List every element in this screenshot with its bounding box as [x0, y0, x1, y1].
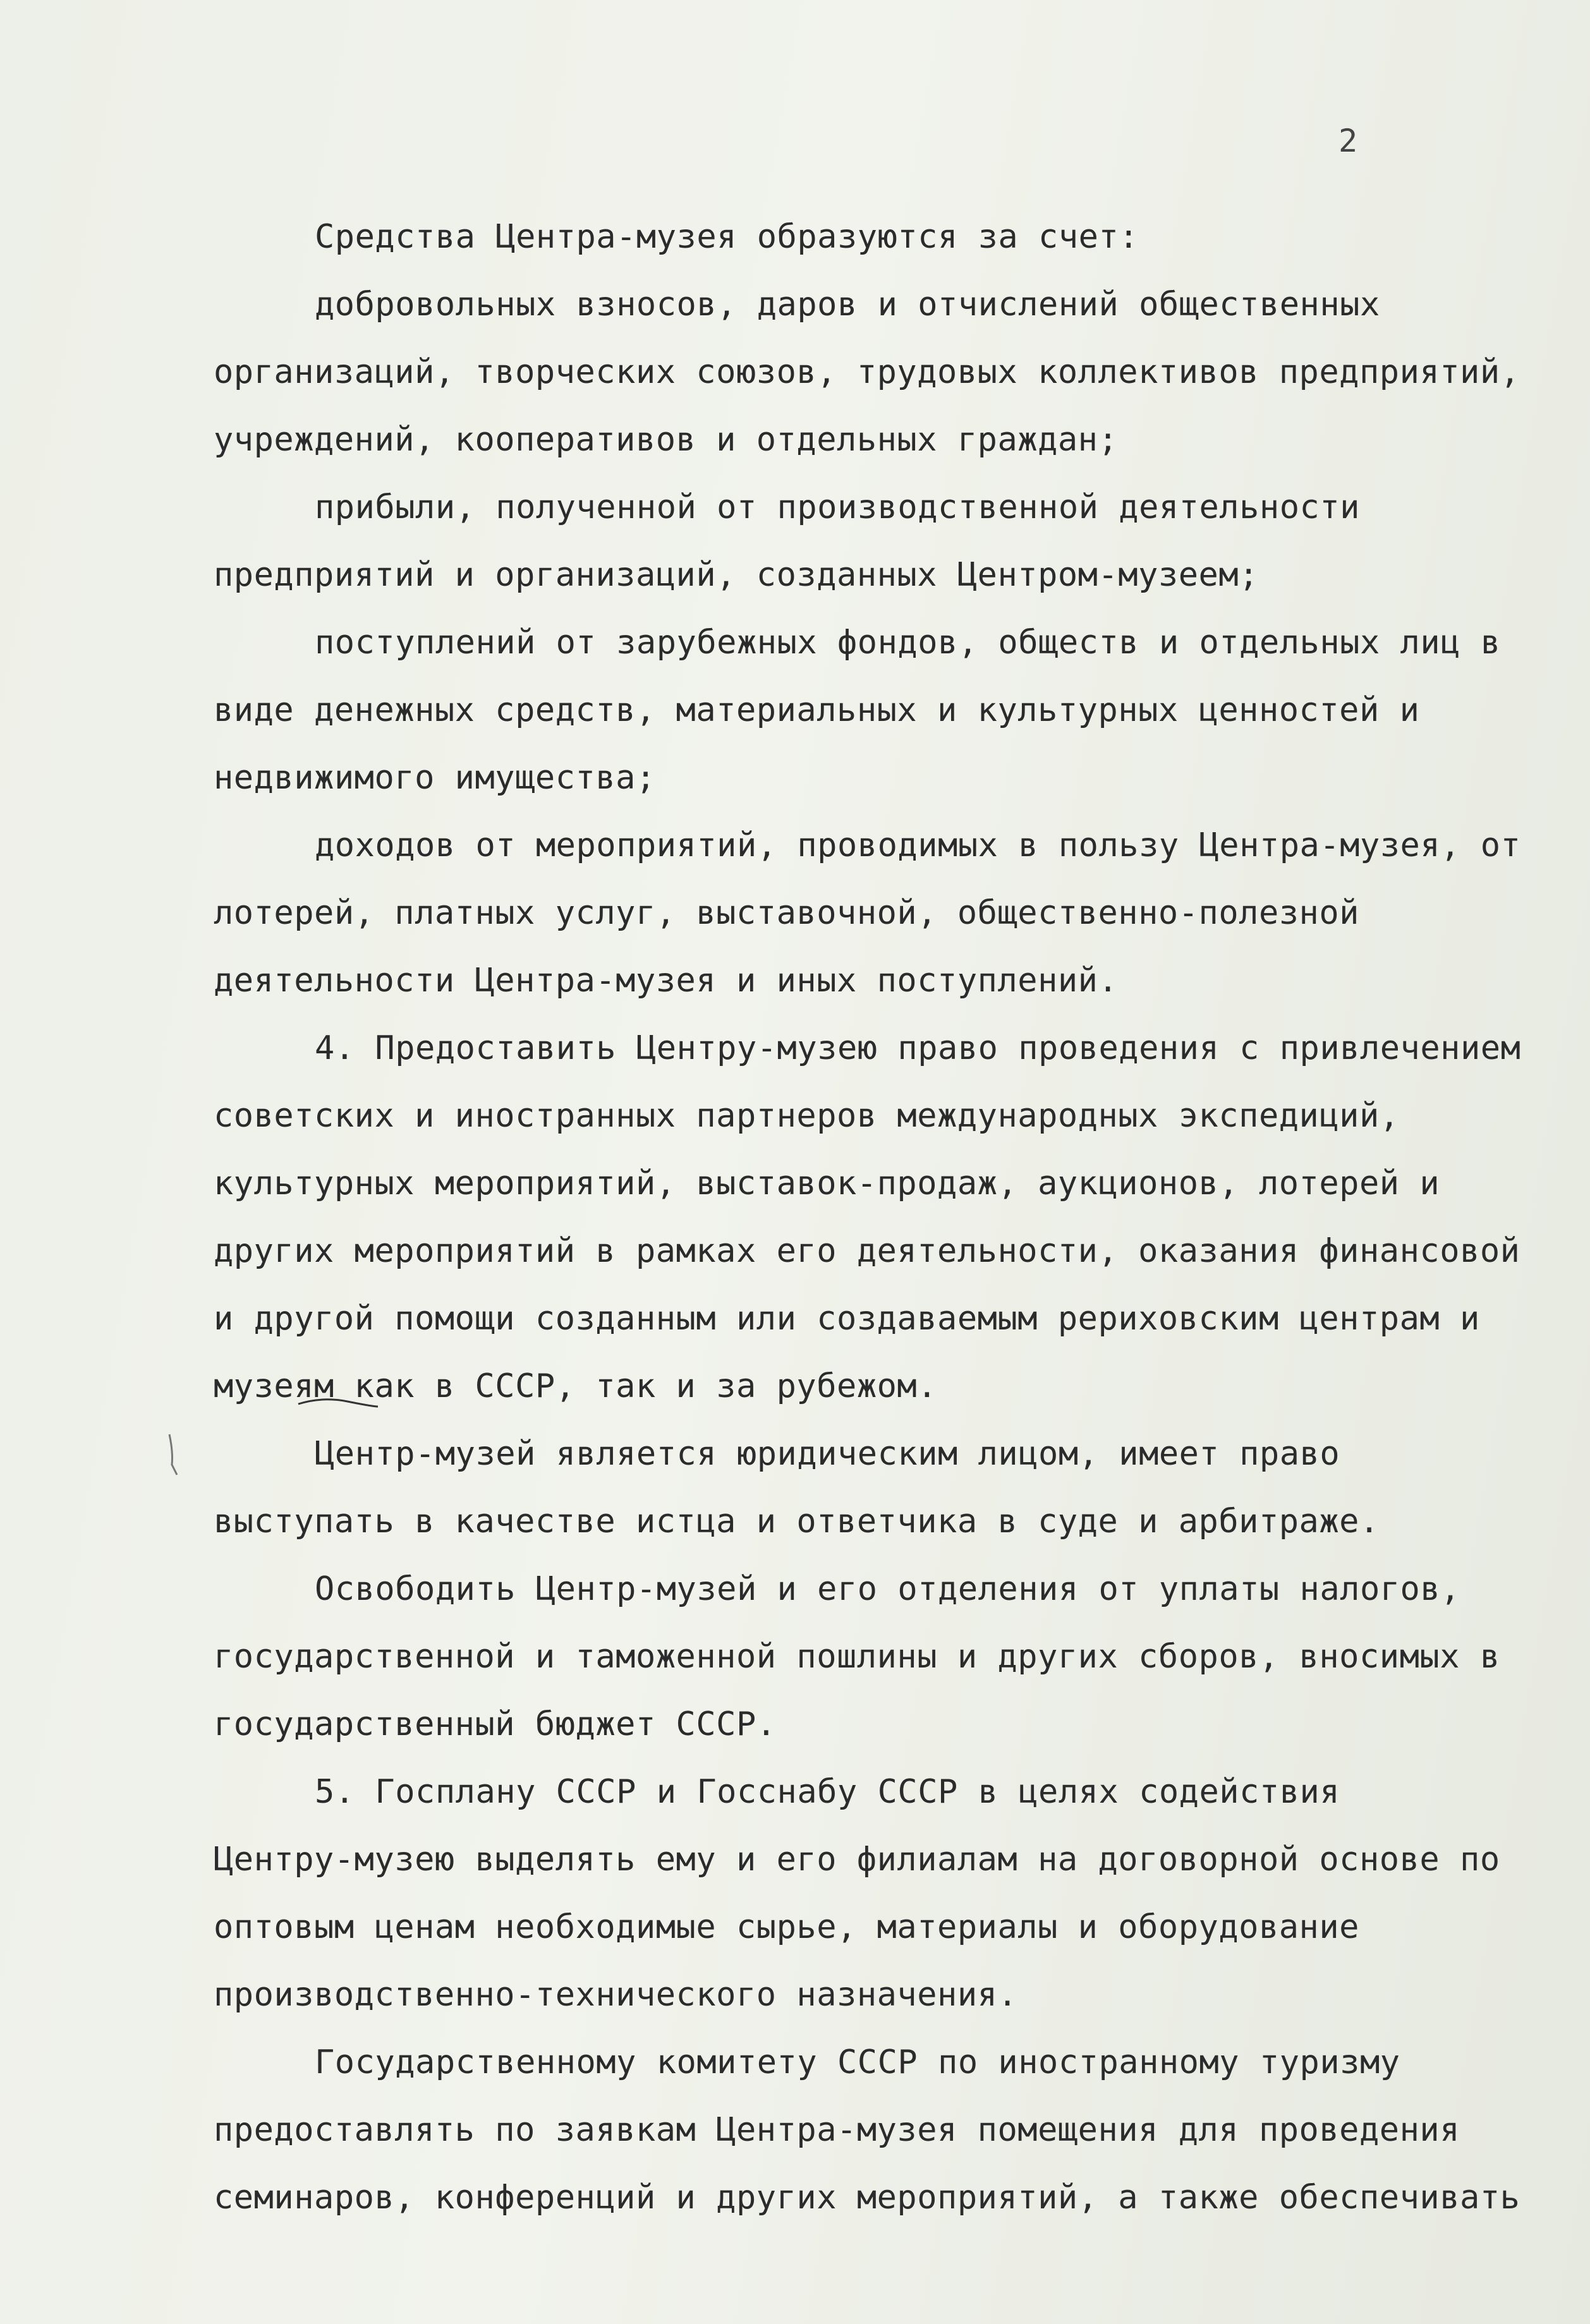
text-line: семинаров, конференций и других мероприятий, а также обеспечивать: [214, 2179, 1520, 2217]
text-line: Средства Центра-музея образуются за счет:: [315, 218, 1139, 256]
text-line: выступать в качестве истца и ответчика в суде и арбитраже.: [214, 1503, 1380, 1540]
text-line: музеям как в СССР, так и за рубежом.: [214, 1367, 938, 1405]
text-line: Государственному комитету СССР по иностранному туризму: [315, 2043, 1400, 2081]
margin-tick-mark: [167, 1433, 181, 1477]
text-line: и другой помощи созданным или создаваемым рериховским центрам и: [214, 1300, 1480, 1338]
text-line: прибыли, полученной от производственной деятельности: [315, 488, 1360, 526]
page-number: 2: [1338, 123, 1358, 159]
text-line: других мероприятий в рамках его деятельности, оказания финансовой: [214, 1232, 1520, 1270]
text-line: организаций, творческих союзов, трудовых коллективов предприятий,: [214, 353, 1520, 391]
text-line: виде денежных средств, материальных и культурных ценностей и: [214, 691, 1420, 729]
text-line: государственный бюджет СССР.: [214, 1705, 777, 1743]
text-line: лотерей, платных услуг, выставочной, общественно-полезной: [214, 894, 1359, 932]
text-line: культурных мероприятий, выставок-продаж, аукционов, лотерей и: [214, 1165, 1440, 1202]
text-line: предприятий и организаций, созданных Центром-музеем;: [214, 556, 1259, 594]
document-body: [214, 203, 1534, 2232]
text-line: поступлений от зарубежных фондов, обществ и отдельных лиц в: [315, 624, 1501, 662]
text-line: Освободить Центр-музей и его отделения от уплаты налогов,: [315, 1570, 1460, 1608]
text-line: Центр-музей является юридическим лицом, имеет право: [315, 1435, 1340, 1473]
text-line: добровольных взносов, даров и отчислений общественных: [315, 286, 1380, 324]
text-line: деятельности Центра-музея и иных поступлений.: [214, 962, 1119, 1000]
text-line: доходов от мероприятий, проводимых в пользу Центра-музея, от: [315, 826, 1521, 864]
text-line: 5. Госплану СССР и Госснабу СССР в целях содействия: [315, 1773, 1340, 1811]
text-line: государственной и таможенной пошлины и других сборов, вносимых в: [214, 1638, 1500, 1676]
pen-mark: [297, 1395, 379, 1410]
text-line: производственно-технического назначения.: [214, 1976, 1018, 2014]
text-line: оптовым ценам необходимые сырье, материалы и оборудование: [214, 1908, 1359, 1946]
text-line: предоставлять по заявкам Центра-музея помещения для проведения: [214, 2111, 1460, 2149]
text-line: недвижимого имущества;: [214, 759, 656, 797]
text-line: учреждений, кооперативов и отдельных граждан;: [214, 421, 1119, 459]
text-line: Центру-музею выделять ему и его филиалам на договорной основе по: [214, 1841, 1500, 1879]
text-line: советских и иностранных партнеров международных экспедиций,: [214, 1097, 1400, 1135]
text-line: 4. Предоставить Центру-музею право проведения с привлечением: [315, 1029, 1521, 1067]
